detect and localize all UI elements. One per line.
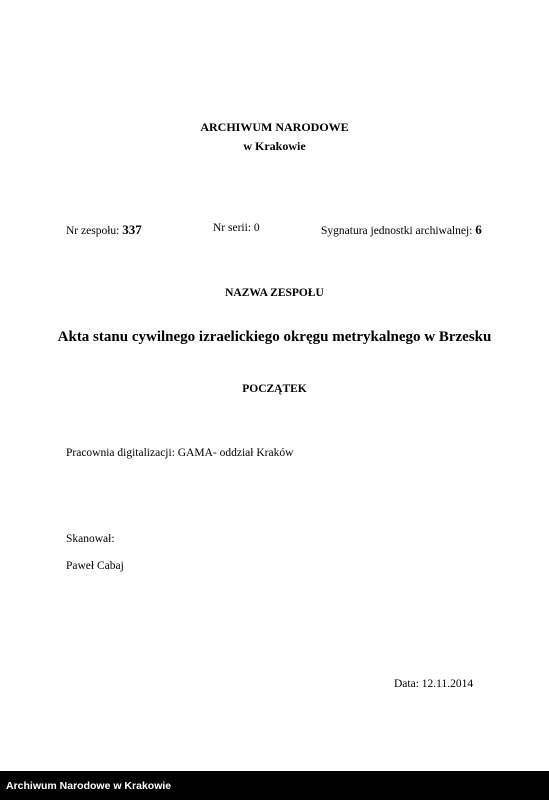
scanned-by-label: Skanował: — [66, 533, 115, 545]
signature-label: Sygnatura jednostki archiwalnej: — [321, 225, 473, 237]
fond-number-label: Nr zespołu: — [66, 225, 120, 237]
archive-name: ARCHIWUM NARODOWE — [200, 120, 349, 134]
signature-value: 6 — [475, 222, 482, 237]
series-number-group — [213, 222, 260, 234]
fond-number-group — [66, 222, 142, 238]
fond-heading: NAZWA ZESPOŁU — [225, 287, 324, 299]
footer-text: Archiwum Narodowe w Krakowie — [6, 780, 172, 792]
signature-group — [321, 222, 482, 238]
fond-title: Akta stanu cywilnego izraelickiego okręgu metrykalnego w Brzesku — [57, 329, 492, 345]
series-number-label: Nr serii: — [213, 222, 252, 234]
series-number-value: 0 — [253, 222, 260, 234]
archive-city: w Krakowie — [243, 139, 306, 153]
scan-date: Data: 12.11.2014 — [394, 678, 474, 690]
start-heading: POCZĄTEK — [242, 383, 307, 395]
fond-number-value: 337 — [122, 222, 142, 237]
digitization-studio: Pracownia digitalizacji: GAMA- oddział Kraków — [66, 447, 294, 459]
metadata-row — [66, 222, 482, 240]
footer-bar — [0, 771, 549, 800]
scanned-by-name: Paweł Cabaj — [66, 560, 124, 572]
